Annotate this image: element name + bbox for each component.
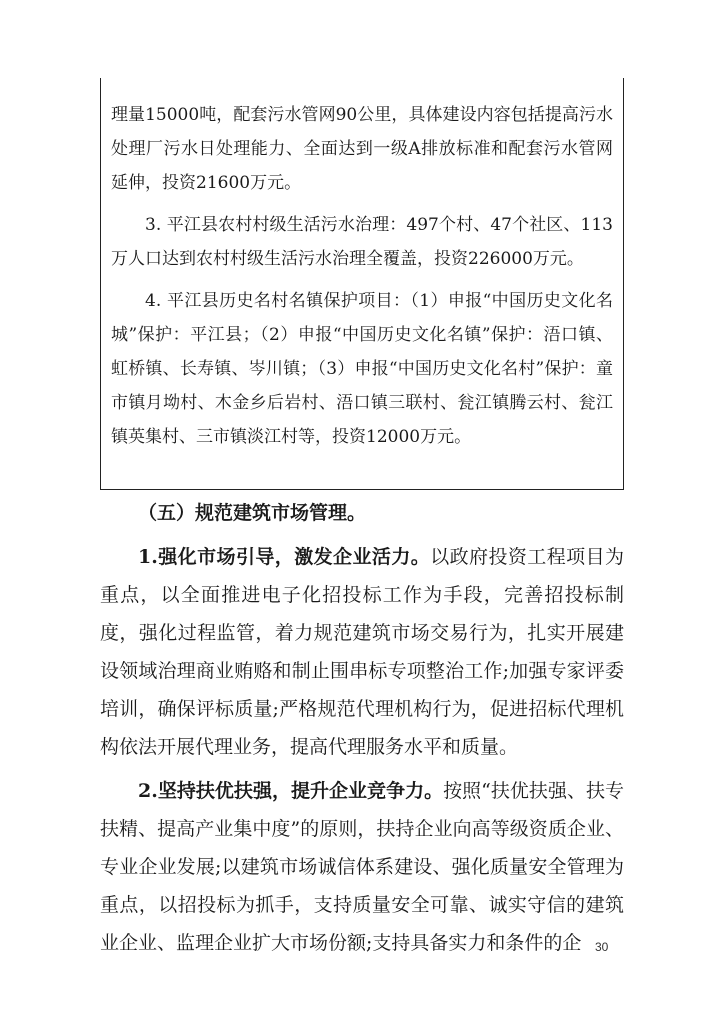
section-heading: （五）规范建筑市场管理。 (138, 502, 367, 524)
item-1-paragraph (100, 538, 624, 766)
item-2-body: 按照“扶优扶强、扶专扶精、提高产业集中度”的原则，扶持企业向高等级资质企业、专业企业发展;以建筑市场诚信体系建设、强化质量安全管理为重点，以招投标为抓手，支持质量安全可靠、诚实守信的建筑业企业、监理企业扩大市场份额;支持具备实力和条件的企 (100, 780, 624, 954)
box-paragraph-2: 3. 平江县农村村级生活污水治理：497个村、47个社区、113万人口达到农村村级生活污水治理全覆盖，投资226000万元。 (111, 215, 613, 269)
box-paragraph-3: 4. 平江县历史名村名镇保护项目：（1）申报“中国历史文化名城”保护：平江县；（2）申报“中国历史文化名镇”保护：浯口镇、虹桥镇、长寿镇、岑川镇；（3）申报“中国历史文化名村”保护：童市镇月坳村、木金乡后岩村、浯口镇三联村、瓮江镇腾云村、瓮江镇英集村、三市镇淡江村等，投资12000万元。 (111, 291, 613, 447)
item-1-body: 以政府投资工程项目为重点，以全面推进电子化招投标工作为手段，完善招投标制度，强化过程监管，着力规范建筑市场交易行为，扎实开展建设领域治理商业贿赂和制止围串标专项整治工作;加强专家评委培训，确保评标质量;严格规范代理机构行为，促进招标代理机构依法开展代理业务，提高代理服务水平和质量。 (100, 546, 624, 758)
project-list-box (100, 78, 624, 490)
item-1-lead: 1.强化市场引导，激发企业活力。 (138, 546, 431, 568)
box-paragraph-1: 理量15000吨，配套污水管网90公里，具体建设内容包括提高污水处理厂污水日处理能力、全面达到一级A排放标准和配套污水管网延伸，投资21600万元。 (111, 105, 613, 193)
main-body (100, 490, 624, 968)
item-2-lead: 2.坚持扶优扶强，提升企业竞争力。 (138, 780, 444, 802)
item-2-paragraph (100, 772, 624, 962)
page-number: 30 (595, 940, 609, 954)
